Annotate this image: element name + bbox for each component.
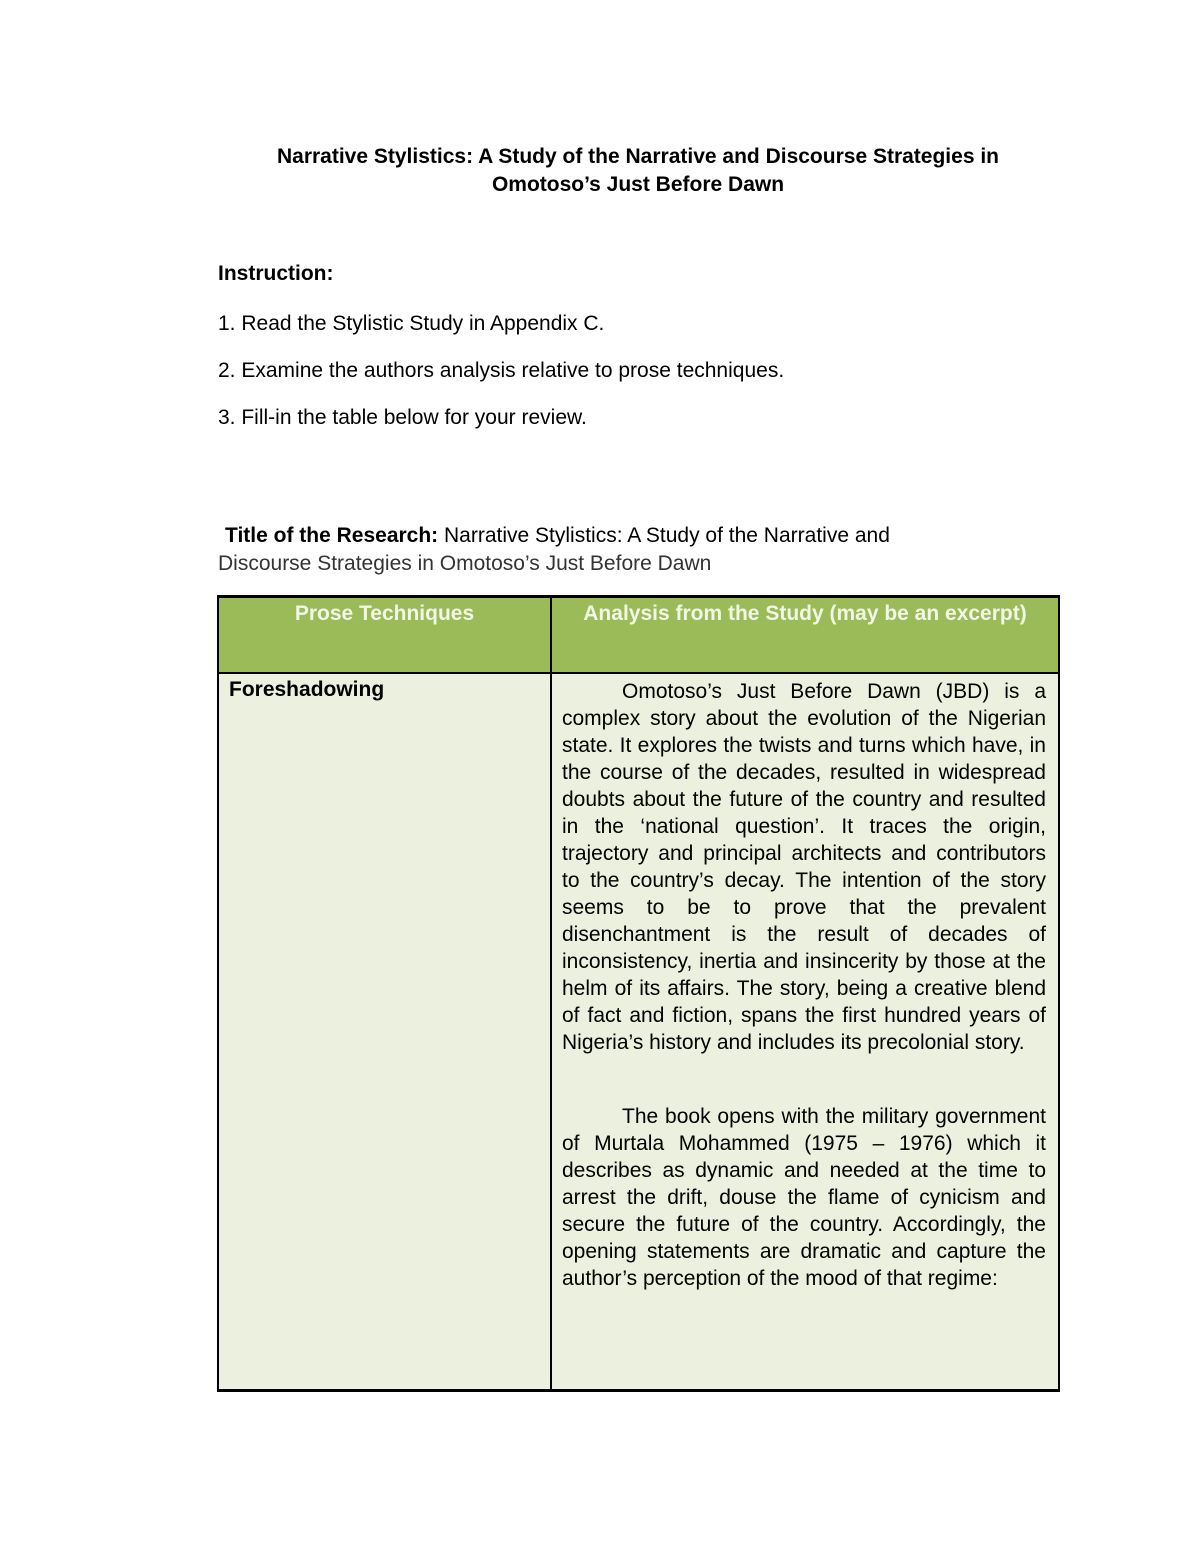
instruction-heading: Instruction: — [218, 262, 334, 285]
table-row — [218, 673, 1059, 1391]
review-table — [217, 595, 1060, 1392]
instruction-item: 2. Examine the authors analysis relative to prose techniques. — [218, 359, 785, 382]
analysis-cell — [551, 673, 1059, 1391]
technique-cell: Foreshadowing — [218, 673, 551, 1391]
instruction-list — [218, 310, 784, 451]
research-title-label: Title of the Research: — [225, 524, 439, 547]
table-header-row — [218, 597, 1059, 674]
research-title-text-1: Narrative Stylistics: A Study of the Narrative and — [438, 524, 890, 547]
header-prose-techniques: Prose Techniques — [218, 597, 551, 674]
analysis-paragraph-2: The book opens with the military government of Murtala Mohammed (1975 – 1976) which it describes as dynamic and needed at the time to arrest the drift, douse the flame of cynicism and secure the future of the country. Accordingly, the opening statements are dramatic and capture the author’s perception of the mood of that regime: — [562, 1105, 1046, 1290]
document-title-line-2: Omotoso’s Just Before Dawn — [491, 173, 785, 196]
research-title — [218, 522, 998, 578]
analysis-paragraph-1: Omotoso’s Just Before Dawn (JBD) is a complex story about the evolution of the Nigerian state. It explores the twists and turns which have, in the course of the decades, resulted in widespread doubts about the future of the country and resulted in the ‘national question’. It traces the origin, trajectory and principal architects and contributors to the country’s decay. The intention of the story seems to be to prove that the prevalent disenchantment is the result of decades of inconsistency, inertia and insincerity by those at the helm of its affairs. The story, being a creative blend of fact and fiction, spans the first hundred years of Nigeria’s history and includes its precolonial story. — [562, 680, 1046, 1054]
document-title — [150, 143, 1126, 199]
instruction-item: 1. Read the Stylistic Study in Appendix C. — [218, 312, 605, 335]
header-analysis: Analysis from the Study (may be an excerpt) — [551, 597, 1059, 674]
research-title-text-2: Discourse Strategies in Omotoso’s Just Before Dawn — [218, 552, 712, 575]
document-title-line-1: Narrative Stylistics: A Study of the Narrative and Discourse Strategies in — [276, 145, 999, 168]
instruction-item: 3. Fill-in the table below for your review. — [218, 406, 587, 429]
